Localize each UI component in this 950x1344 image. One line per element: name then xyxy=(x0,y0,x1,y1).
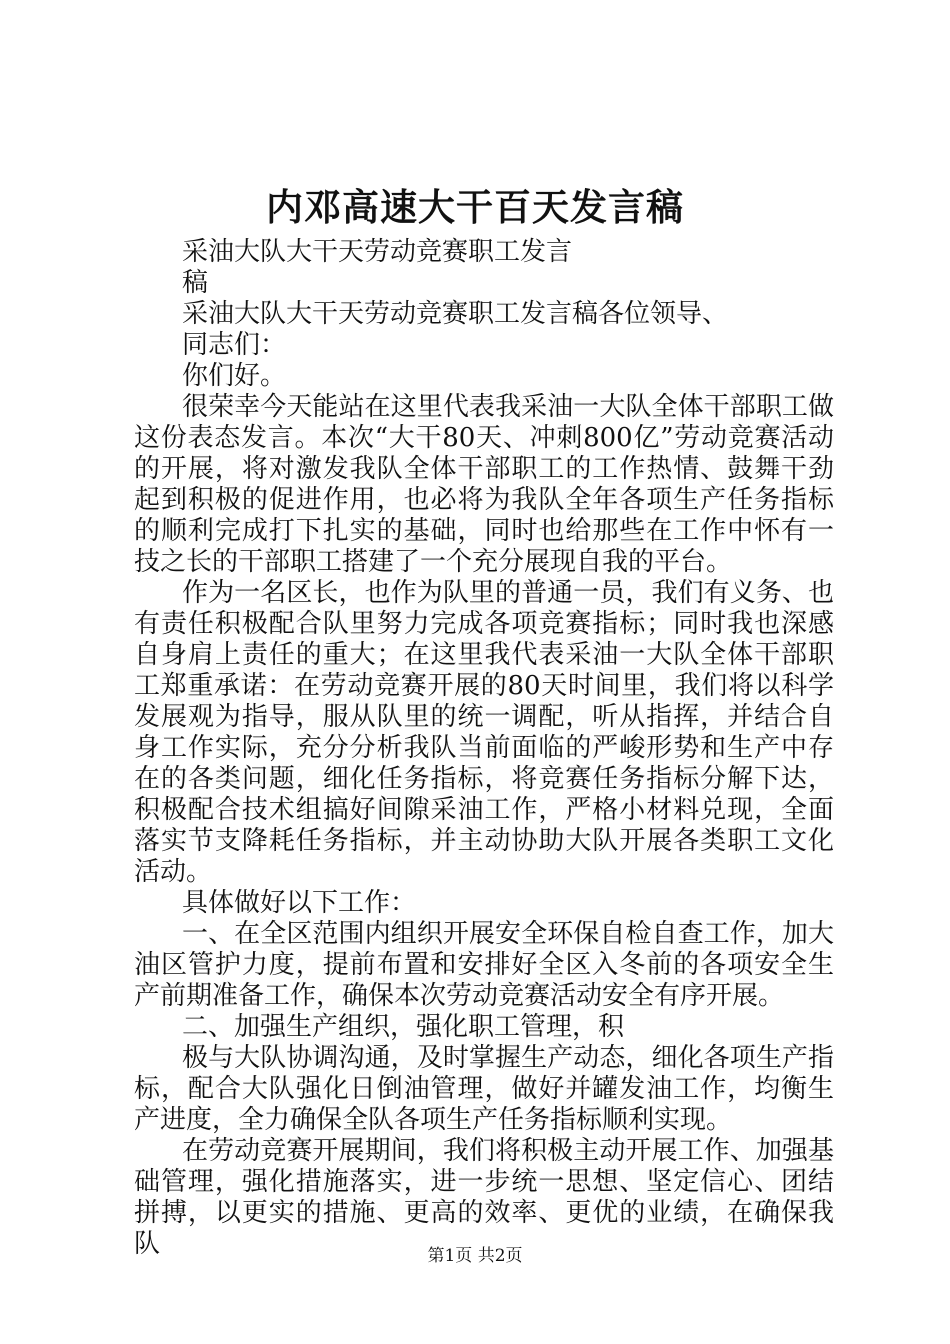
paragraph: 二、加强生产组织，强化职工管理，积 xyxy=(182,1012,625,1042)
paragraph: 在劳动竞赛开展期间，我们将积极主动开展工作、加强基础管理，强化措施落实，进一步统一思想、坚定信心、团结拼搏，以更实的措施、更高的效率、更优的业绩，在确保我队 xyxy=(134,1136,834,1259)
salutation: 同志们： xyxy=(182,330,287,360)
paragraph: 作为一名区长，也作为队里的普通一员，我们有义务、也有责任积极配合队里努力完成各项竞赛指标；同时我也深感自身肩上责任的重大；在这里我代表采油一大队全体干部职工郑重承诺：在劳动竞赛开展的80天时间里，我们将以科学发展观为指导，服从队里的统一调配，听从指挥，并结合自身工作实际，充分分析我队当前面临的严峻形势和生产中存在的各类问题，细化任务指标，将竞赛任务指标分解下达，积极配合技术组搞好间隙采油工作，严格小材料兑现，全面落实节支降耗任务指标，并主动协助大队开展各类职工文化活动。 xyxy=(134,578,834,887)
heading-line: 采油大队大干天劳动竞赛职工发言 xyxy=(182,237,573,267)
heading-line: 采油大队大干天劳动竞赛职工发言稿各位领导、 xyxy=(182,299,729,329)
document-body xyxy=(134,237,834,1260)
paragraph: 一、在全区范围内组织开展安全环保自检自查工作，加大油区管护力度，提前布置和安排好全区入冬前的各项安全生产前期准备工作，确保本次劳动竞赛活动安全有序开展。 xyxy=(134,919,834,1011)
heading-line: 稿 xyxy=(182,268,209,298)
paragraph: 极与大队协调沟通，及时掌握生产动态，细化各项生产指标，配合大队强化日倒油管理，做好并罐发油工作，均衡生产进度，全力确保全队各项生产任务指标顺利实现。 xyxy=(134,1043,834,1135)
page-number: 第1页 共2页 xyxy=(427,1246,523,1266)
document-title: 内邓高速大干百天发言稿 xyxy=(266,185,684,229)
paragraph: 很荣幸今天能站在这里代表我采油一大队全体干部职工做这份表态发言。本次“大干80天、冲刺800亿”劳动竞赛活动的开展，将对激发我队全体干部职工的工作热情、鼓舞干劲起到积极的促进作用，也必将为我队全年各项生产任务指标的顺利完成打下扎实的基础，同时也给那些在工作中怀有一技之长的干部职工搭建了一个充分展现自我的平台。 xyxy=(134,392,834,577)
paragraph: 具体做好以下工作： xyxy=(182,888,417,918)
greeting: 你们好。 xyxy=(182,361,287,391)
